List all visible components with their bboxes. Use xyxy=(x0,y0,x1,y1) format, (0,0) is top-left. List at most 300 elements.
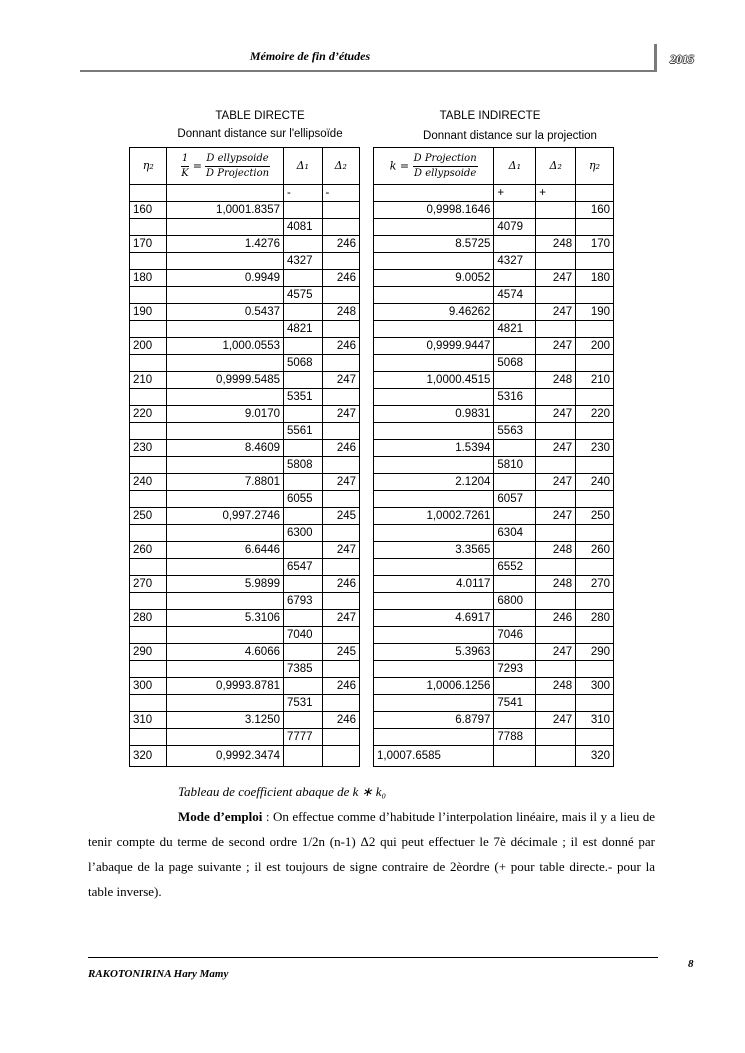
indirect-d1-cell: 4821 xyxy=(494,321,536,338)
direct-eta-cell: 260 xyxy=(130,542,167,559)
indirect-value-cell: 5.3963 xyxy=(374,644,494,661)
direct-value-cell: 1,0001.8357 xyxy=(167,202,284,219)
direct-eta-cell: 180 xyxy=(130,270,167,287)
indirect-eta-cell xyxy=(576,559,614,576)
direct-ratio-one: 1 xyxy=(181,152,189,167)
indirect-d2-cell xyxy=(536,525,576,542)
indirect-d1-cell xyxy=(494,236,536,253)
direct-eta-cell: 220 xyxy=(130,406,167,423)
table-row xyxy=(374,746,614,767)
page-number: 8 xyxy=(688,958,694,970)
indirect-k-label: k = xyxy=(389,159,410,172)
table-row xyxy=(374,236,614,253)
direct-value-cell: 3.1250 xyxy=(167,712,284,729)
indirect-eta-cell: 210 xyxy=(576,372,614,389)
direct-d1-cell xyxy=(284,610,323,627)
indirect-d1-cell xyxy=(494,406,536,423)
direct-d2-cell: 247 xyxy=(322,542,360,559)
direct-d1-cell xyxy=(284,712,323,729)
indirect-d1-cell: 6552 xyxy=(494,559,536,576)
direct-value-cell xyxy=(167,355,284,372)
direct-d1-cell xyxy=(284,542,323,559)
indirect-d2-cell: 247 xyxy=(536,270,576,287)
direct-d1-cell xyxy=(284,746,323,767)
table-row xyxy=(130,202,360,219)
indirect-eta-cell xyxy=(576,287,614,304)
direct-d2-cell xyxy=(322,746,360,767)
direct-value-cell xyxy=(167,695,284,712)
table-row xyxy=(374,508,614,525)
direct-value-cell: 5.3106 xyxy=(167,610,284,627)
direct-d2-cell: 246 xyxy=(322,712,360,729)
indirect-eta-cell xyxy=(576,219,614,236)
indirect-eta-cell: 180 xyxy=(576,270,614,287)
table-row xyxy=(374,593,614,610)
indirect-d2-cell xyxy=(536,321,576,338)
direct-value-cell xyxy=(167,423,284,440)
table-row xyxy=(130,576,360,593)
direct-value-cell: 7.8801 xyxy=(167,474,284,491)
indirect-eta-cell xyxy=(576,593,614,610)
direct-value-cell xyxy=(167,219,284,236)
table-row xyxy=(374,729,614,746)
direct-eta-cell: 240 xyxy=(130,474,167,491)
table-row xyxy=(374,338,614,355)
indirect-ratio-numerator: D Projection xyxy=(413,152,478,167)
table-row xyxy=(374,644,614,661)
direct-d1-cell xyxy=(284,474,323,491)
direct-eta-cell xyxy=(130,491,167,508)
indirect-d1-cell xyxy=(494,372,536,389)
table-row xyxy=(374,695,614,712)
indirect-value-cell: 6.8797 xyxy=(374,712,494,729)
direct-value-cell xyxy=(167,491,284,508)
direct-d1-cell xyxy=(284,678,323,695)
indirect-sign-empty xyxy=(576,185,614,202)
indirect-eta-cell: 320 xyxy=(576,746,614,767)
direct-value-cell xyxy=(167,627,284,644)
direct-table-subtitle: Donnant distance sur l'ellipsoïde xyxy=(177,128,343,140)
direct-d2-cell: 246 xyxy=(322,678,360,695)
indirect-d2-cell xyxy=(536,559,576,576)
indirect-d1-cell xyxy=(494,610,536,627)
direct-sign-d1: - xyxy=(284,185,323,202)
header-rule xyxy=(80,70,655,72)
table-row xyxy=(130,644,360,661)
indirect-col-ratio xyxy=(374,148,494,185)
table-row xyxy=(374,610,614,627)
table-row xyxy=(374,202,614,219)
indirect-d2-cell xyxy=(536,355,576,372)
table-caption: Tableau de coefficient abaque de k ∗ k₀ xyxy=(178,784,387,799)
indirect-d1-cell xyxy=(494,508,536,525)
direct-value-cell: 0.5437 xyxy=(167,304,284,321)
table-row xyxy=(130,355,360,372)
indirect-d1-cell: 7541 xyxy=(494,695,536,712)
indirect-eta-cell xyxy=(576,695,614,712)
indirect-d2-cell xyxy=(536,202,576,219)
direct-eta-cell xyxy=(130,627,167,644)
direct-eta-cell: 270 xyxy=(130,576,167,593)
direct-d1-cell: 5068 xyxy=(284,355,323,372)
indirect-d2-cell: 247 xyxy=(536,440,576,457)
footer-rule xyxy=(88,957,658,958)
indirect-table-title: TABLE INDIRECTE xyxy=(439,110,541,122)
indirect-col-d1: Δ₁ xyxy=(494,148,536,185)
indirect-eta-cell: 280 xyxy=(576,610,614,627)
table-row xyxy=(130,457,360,474)
indirect-d1-cell: 6057 xyxy=(494,491,536,508)
indirect-d2-cell xyxy=(536,746,576,767)
direct-value-cell: 0.9949 xyxy=(167,270,284,287)
direct-d2-cell xyxy=(322,321,360,338)
indirect-d1-cell: 7293 xyxy=(494,661,536,678)
indirect-eta-cell: 170 xyxy=(576,236,614,253)
direct-ratio-denominator: D Projection xyxy=(206,167,270,179)
indirect-value-cell: 1,0002.7261 xyxy=(374,508,494,525)
usage-paragraph xyxy=(88,804,655,904)
direct-d2-cell: 245 xyxy=(322,644,360,661)
indirect-value-cell: 1.5394 xyxy=(374,440,494,457)
indirect-value-cell xyxy=(374,695,494,712)
indirect-value-cell xyxy=(374,729,494,746)
table-row xyxy=(374,287,614,304)
indirect-d1-cell xyxy=(494,270,536,287)
indirect-value-cell: 1,0000.4515 xyxy=(374,372,494,389)
indirect-d1-cell xyxy=(494,474,536,491)
table-row xyxy=(130,729,360,746)
direct-d2-cell xyxy=(322,491,360,508)
indirect-sign-d1: + xyxy=(494,185,536,202)
indirect-value-cell: 2.1204 xyxy=(374,474,494,491)
table-row xyxy=(130,474,360,491)
direct-d1-cell: 7385 xyxy=(284,661,323,678)
indirect-d2-cell: 247 xyxy=(536,712,576,729)
direct-d2-cell xyxy=(322,389,360,406)
direct-eta-cell xyxy=(130,559,167,576)
direct-d2-cell: 247 xyxy=(322,372,360,389)
direct-eta-cell: 230 xyxy=(130,440,167,457)
direct-d1-cell: 7040 xyxy=(284,627,323,644)
direct-eta-cell xyxy=(130,389,167,406)
indirect-d1-cell: 7046 xyxy=(494,627,536,644)
direct-d2-cell xyxy=(322,661,360,678)
indirect-eta-cell xyxy=(576,253,614,270)
indirect-d1-cell: 5810 xyxy=(494,457,536,474)
direct-d1-cell xyxy=(284,202,323,219)
indirect-d1-cell: 6800 xyxy=(494,593,536,610)
indirect-eta-cell: 290 xyxy=(576,644,614,661)
indirect-value-cell xyxy=(374,253,494,270)
direct-d2-cell xyxy=(322,355,360,372)
indirect-d2-cell: 247 xyxy=(536,406,576,423)
direct-d1-cell: 4821 xyxy=(284,321,323,338)
indirect-d2-cell xyxy=(536,695,576,712)
indirect-value-cell xyxy=(374,593,494,610)
table-row xyxy=(130,678,360,695)
direct-d2-cell: 248 xyxy=(322,304,360,321)
direct-d2-cell xyxy=(322,593,360,610)
direct-value-cell: 0,9993.8781 xyxy=(167,678,284,695)
direct-eta-cell: 190 xyxy=(130,304,167,321)
table-row xyxy=(374,678,614,695)
table-row xyxy=(130,525,360,542)
table-row xyxy=(130,542,360,559)
direct-eta-cell: 160 xyxy=(130,202,167,219)
indirect-d2-cell xyxy=(536,457,576,474)
table-row xyxy=(374,474,614,491)
table-row xyxy=(130,593,360,610)
indirect-eta-cell xyxy=(576,661,614,678)
table-row xyxy=(130,423,360,440)
indirect-sign-d2: + xyxy=(536,185,576,202)
direct-eta-cell xyxy=(130,219,167,236)
indirect-value-cell xyxy=(374,321,494,338)
indirect-d1-cell xyxy=(494,712,536,729)
indirect-eta-cell: 260 xyxy=(576,542,614,559)
indirect-value-cell: 4.6917 xyxy=(374,610,494,627)
indirect-eta-cell: 270 xyxy=(576,576,614,593)
direct-d2-cell xyxy=(322,729,360,746)
indirect-eta-cell: 240 xyxy=(576,474,614,491)
indirect-d2-cell: 248 xyxy=(536,542,576,559)
direct-eta-cell xyxy=(130,593,167,610)
indirect-value-cell: 1,0006.1256 xyxy=(374,678,494,695)
direct-value-cell xyxy=(167,389,284,406)
indirect-value-cell xyxy=(374,287,494,304)
indirect-d1-cell xyxy=(494,678,536,695)
direct-d2-cell xyxy=(322,423,360,440)
table-row xyxy=(130,321,360,338)
indirect-d2-cell: 248 xyxy=(536,678,576,695)
indirect-value-cell xyxy=(374,525,494,542)
indirect-d1-cell: 6304 xyxy=(494,525,536,542)
direct-d1-cell: 5808 xyxy=(284,457,323,474)
direct-d1-cell: 6055 xyxy=(284,491,323,508)
direct-eta-cell xyxy=(130,729,167,746)
direct-value-cell xyxy=(167,593,284,610)
table-row xyxy=(130,491,360,508)
indirect-value-cell xyxy=(374,661,494,678)
indirect-d2-cell xyxy=(536,253,576,270)
indirect-d1-cell xyxy=(494,542,536,559)
direct-eta-cell xyxy=(130,525,167,542)
indirect-eta-cell: 310 xyxy=(576,712,614,729)
indirect-d1-cell: 5068 xyxy=(494,355,536,372)
direct-d2-cell xyxy=(322,457,360,474)
direct-ratio-k: K xyxy=(181,167,189,179)
direct-d1-cell: 5351 xyxy=(284,389,323,406)
direct-d1-cell: 5561 xyxy=(284,423,323,440)
direct-eta-cell: 300 xyxy=(130,678,167,695)
direct-d2-cell: 246 xyxy=(322,236,360,253)
direct-sign-empty xyxy=(167,185,284,202)
direct-table-title: TABLE DIRECTE xyxy=(215,110,305,122)
table-row xyxy=(130,508,360,525)
direct-value-cell: 0,9999.5485 xyxy=(167,372,284,389)
table-row xyxy=(130,338,360,355)
direct-col-eta: η₂ xyxy=(130,148,167,185)
direct-eta-cell: 290 xyxy=(130,644,167,661)
direct-d2-cell: 247 xyxy=(322,406,360,423)
table-row xyxy=(374,321,614,338)
indirect-d2-cell xyxy=(536,219,576,236)
direct-col-d2: Δ₂ xyxy=(322,148,360,185)
direct-eta-cell xyxy=(130,355,167,372)
direct-value-cell: 0,9992.3474 xyxy=(167,746,284,767)
indirect-d1-cell xyxy=(494,576,536,593)
direct-d1-cell: 4081 xyxy=(284,219,323,236)
indirect-eta-cell xyxy=(576,389,614,406)
direct-d2-cell xyxy=(322,253,360,270)
table-row xyxy=(130,712,360,729)
direct-eta-cell: 280 xyxy=(130,610,167,627)
indirect-d1-cell: 4079 xyxy=(494,219,536,236)
indirect-value-cell: 3.3565 xyxy=(374,542,494,559)
direct-value-cell: 6.6446 xyxy=(167,542,284,559)
indirect-value-cell xyxy=(374,423,494,440)
direct-value-cell xyxy=(167,253,284,270)
table-row xyxy=(130,219,360,236)
table-row xyxy=(130,559,360,576)
table-row xyxy=(374,304,614,321)
direct-d1-cell xyxy=(284,338,323,355)
indirect-eta-cell xyxy=(576,321,614,338)
direct-eta-cell: 250 xyxy=(130,508,167,525)
direct-eta-cell xyxy=(130,695,167,712)
direct-value-cell xyxy=(167,729,284,746)
indirect-value-cell: 1,0007.6585 xyxy=(374,746,494,767)
table-row xyxy=(374,559,614,576)
indirect-col-d2: Δ₂ xyxy=(536,148,576,185)
table-row xyxy=(374,253,614,270)
direct-d1-cell xyxy=(284,372,323,389)
header-vertical-bar xyxy=(654,44,657,72)
indirect-d1-cell: 5316 xyxy=(494,389,536,406)
direct-d1-cell: 7777 xyxy=(284,729,323,746)
direct-value-cell xyxy=(167,525,284,542)
direct-eta-cell: 310 xyxy=(130,712,167,729)
indirect-d1-cell xyxy=(494,304,536,321)
direct-value-cell xyxy=(167,661,284,678)
header-title: Mémoire de fin d’études xyxy=(249,49,371,63)
direct-d2-cell xyxy=(322,202,360,219)
direct-eta-cell: 170 xyxy=(130,236,167,253)
direct-value-cell xyxy=(167,457,284,474)
indirect-value-cell xyxy=(374,559,494,576)
footer-author: RAKOTONIRINA Hary Mamy xyxy=(88,968,229,980)
direct-d1-cell: 6547 xyxy=(284,559,323,576)
table-row xyxy=(130,661,360,678)
indirect-eta-cell: 160 xyxy=(576,202,614,219)
indirect-eta-cell: 300 xyxy=(576,678,614,695)
indirect-d2-cell: 247 xyxy=(536,644,576,661)
direct-d2-cell: 247 xyxy=(322,610,360,627)
indirect-d2-cell: 248 xyxy=(536,576,576,593)
table-row xyxy=(374,576,614,593)
direct-d2-cell xyxy=(322,287,360,304)
indirect-d1-cell xyxy=(494,202,536,219)
direct-d2-cell xyxy=(322,525,360,542)
table-row xyxy=(374,627,614,644)
direct-d1-cell xyxy=(284,406,323,423)
table-row xyxy=(374,219,614,236)
direct-value-cell xyxy=(167,287,284,304)
direct-eta-cell xyxy=(130,253,167,270)
indirect-eta-cell: 200 xyxy=(576,338,614,355)
table-row xyxy=(374,372,614,389)
direct-eta-cell: 320 xyxy=(130,746,167,767)
direct-d1-cell xyxy=(284,440,323,457)
table-row xyxy=(374,491,614,508)
direct-value-cell: 8.4609 xyxy=(167,440,284,457)
indirect-eta-cell xyxy=(576,457,614,474)
indirect-d1-cell: 7788 xyxy=(494,729,536,746)
direct-d2-cell: 245 xyxy=(322,508,360,525)
indirect-eta-cell: 230 xyxy=(576,440,614,457)
table-row xyxy=(374,457,614,474)
direct-value-cell: 4.6066 xyxy=(167,644,284,661)
indirect-d2-cell xyxy=(536,661,576,678)
indirect-d2-cell: 247 xyxy=(536,508,576,525)
direct-d2-cell: 246 xyxy=(322,338,360,355)
indirect-d2-cell xyxy=(536,423,576,440)
indirect-d1-cell xyxy=(494,746,536,767)
direct-d1-cell: 4327 xyxy=(284,253,323,270)
indirect-value-cell: 9.0052 xyxy=(374,270,494,287)
indirect-d2-cell: 247 xyxy=(536,304,576,321)
indirect-eta-cell: 250 xyxy=(576,508,614,525)
direct-value-cell: 0,997.2746 xyxy=(167,508,284,525)
table-row xyxy=(130,372,360,389)
direct-eta-cell xyxy=(130,287,167,304)
direct-d1-cell: 6793 xyxy=(284,593,323,610)
indirect-d2-cell: 248 xyxy=(536,372,576,389)
direct-d2-cell xyxy=(322,695,360,712)
direct-table xyxy=(129,147,360,767)
indirect-value-cell xyxy=(374,491,494,508)
direct-d2-cell: 246 xyxy=(322,440,360,457)
table-row xyxy=(374,406,614,423)
indirect-d1-cell: 4574 xyxy=(494,287,536,304)
direct-d1-cell xyxy=(284,270,323,287)
direct-eta-cell: 210 xyxy=(130,372,167,389)
indirect-eta-cell xyxy=(576,627,614,644)
indirect-value-cell: 0,9998.1646 xyxy=(374,202,494,219)
indirect-table-subtitle: Donnant distance sur la projection xyxy=(423,130,597,142)
direct-d2-cell xyxy=(322,559,360,576)
table-row xyxy=(374,355,614,372)
direct-d1-cell: 4575 xyxy=(284,287,323,304)
direct-eta-cell xyxy=(130,457,167,474)
direct-eta-cell xyxy=(130,661,167,678)
indirect-d1-cell: 4327 xyxy=(494,253,536,270)
indirect-eta-cell xyxy=(576,423,614,440)
direct-d1-cell: 6300 xyxy=(284,525,323,542)
indirect-d2-cell xyxy=(536,389,576,406)
table-row xyxy=(130,627,360,644)
indirect-table xyxy=(373,147,614,767)
table-row xyxy=(374,270,614,287)
table-row xyxy=(374,525,614,542)
direct-d1-cell: 7531 xyxy=(284,695,323,712)
direct-d2-cell xyxy=(322,219,360,236)
indirect-eta-cell xyxy=(576,525,614,542)
indirect-d1-cell: 5563 xyxy=(494,423,536,440)
indirect-value-cell: 0,9999.9447 xyxy=(374,338,494,355)
table-row xyxy=(374,661,614,678)
direct-value-cell: 5.9899 xyxy=(167,576,284,593)
